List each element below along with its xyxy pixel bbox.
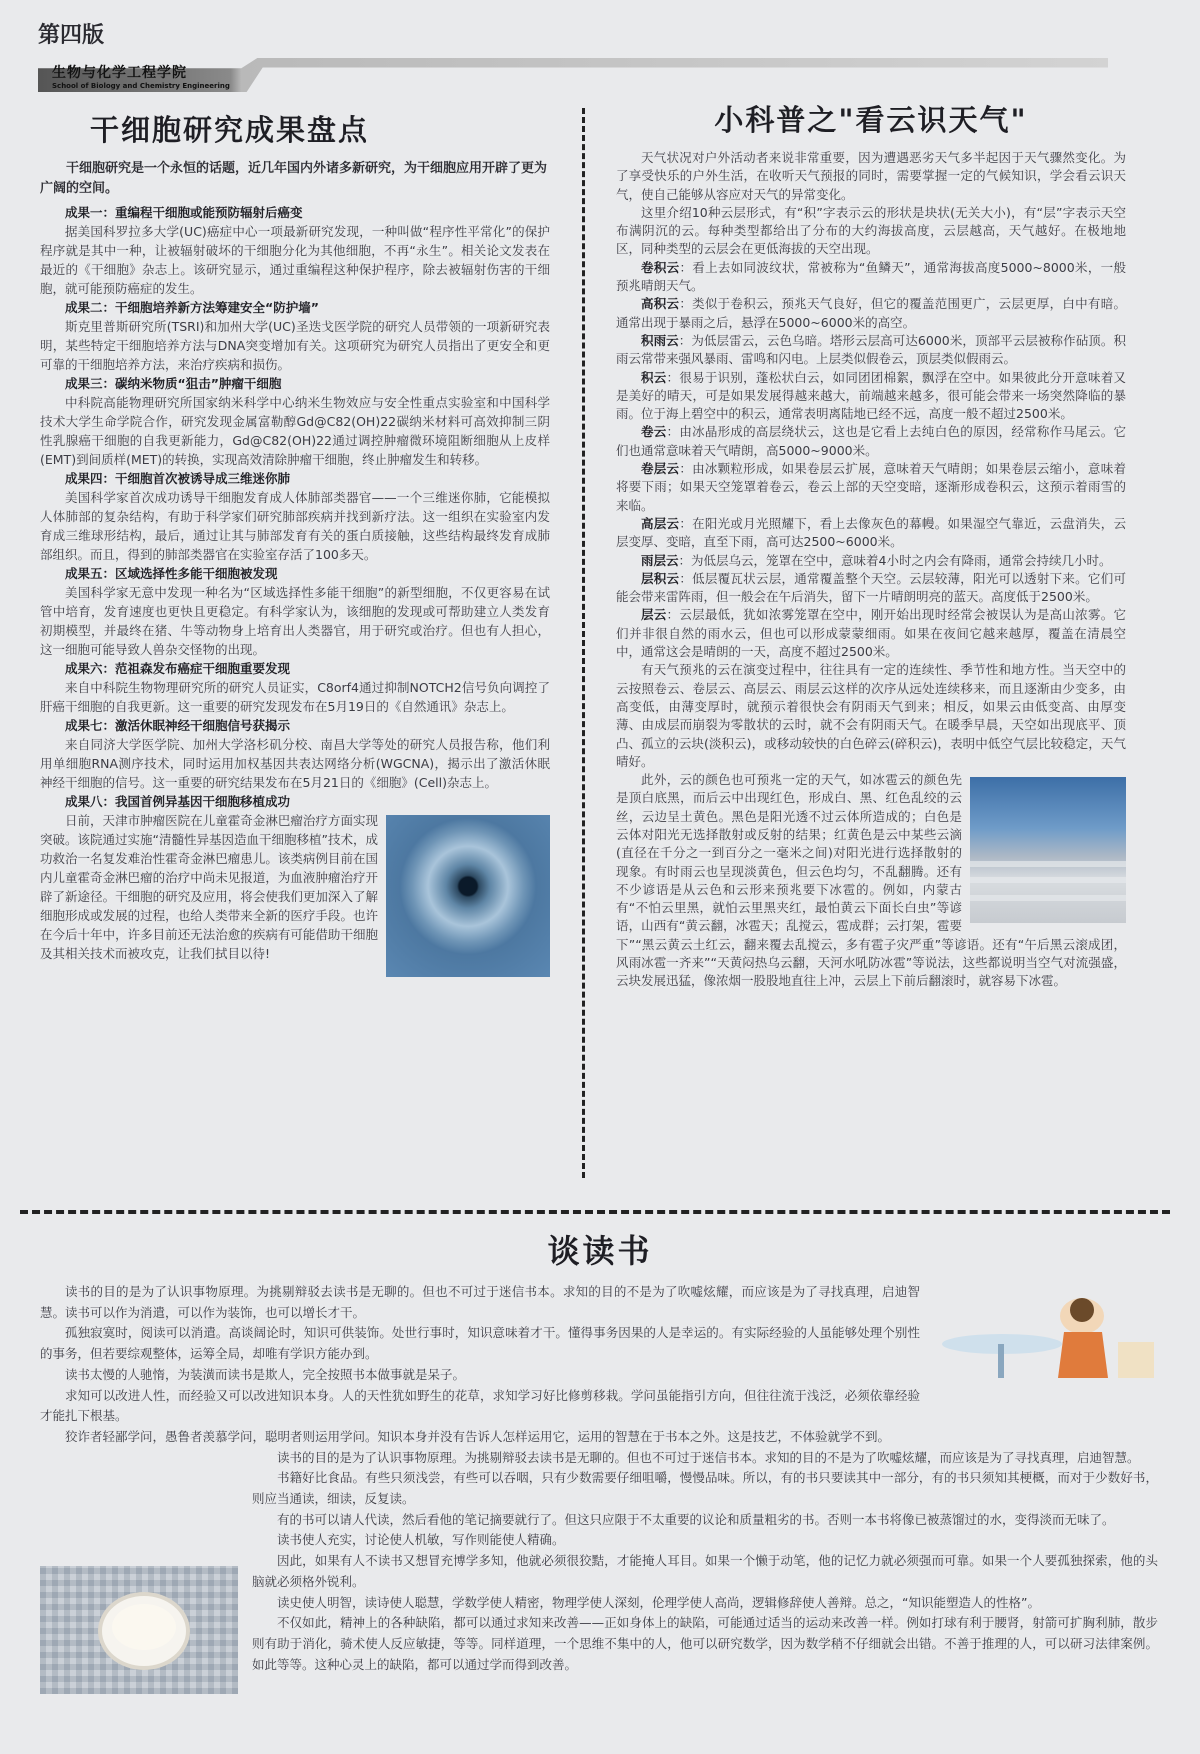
reading-paragraph: 读书的目的是为了认识事物原理。为挑剔辩驳去读书是无聊的。但也不可过于迷信书本。求知的目的不是为了吹嘘炫耀，而应该是为了寻找真理，启迪智慧。读书可以作为消遣，可以作为装饰，也可以增长才干。 — [40, 1284, 920, 1320]
department-name: 生物与化学工程学院 — [52, 65, 187, 81]
section-body: 中科院高能物理研究所国家纳米科学中心纳米生物效应与安全性重点实验室和中国科学技术大学生命学院合作，研究发现金属富勒醇Gd@C82(OH)22碳纳米材料可高效抑制三阴性乳腺癌干细胞的自我更新能力，Gd@C82(OH)22通过调控肿瘤微环境阻断细胞从上皮样(EMT)到间质样(MET)的转换，实现高效清除肿瘤干细胞，终止肿瘤发生和转移。 — [40, 395, 550, 467]
reading-paragraph: 读史使人明智，读诗使人聪慧，学数学使人精密，物理学使人深刻，伦理学使人高尚，逻辑修辞使人善辩。总之，“知识能塑造人的性格”。 — [277, 1594, 1040, 1610]
reading-paragraph: 因此，如果有人不读书又想冒充博学多知，他就必须很狡黠，才能掩人耳目。如果一个懒于动笔，他的记忆力就必须强而可靠。如果一个人要孤独探索，他的头脑就必须格外锐利。 — [252, 1553, 1158, 1589]
cloud-name: 高层云 — [641, 515, 680, 531]
weather-closing: 此外，云的颜色也可预兆一定的天气，如冰雹云的颜色先是顶白底黑，而后云中出现红色，形成白、黑、红色乱绞的云丝，云边呈土黄色。黑色是阳光透不过云体所造成的；白色是云体对阳光无选择散射或反射的结果；红黄色是云中某些云滴(直径在千分之一到百分之一毫米之间)对阳光进行选择散射的现象。有时雨云也呈现淡黄色，但云色均匀，不乱翻腾。还有不少谚语是从云色和云形来预兆要下冰雹的。例如，内蒙古有“不怕云里黑，就怕云里黑夹红，最怕黄云下面长白虫”等谚语，山西有“黄云翻，冰雹天；乱搅云，雹成群；云打架，雹要下”“黑云黄云土红云，翻来覆去乱搅云，多有雹子灾严重”等谚语。还有“午后黑云滚成团，风雨冰雹一齐来”“天黄闷热乌云翻，天河水吼防冰雹”等说法，这些都说明当空气对流强盛，云块发展迅猛，像浓烟一股股地直往上冲，云层上下前后翻滚时，就容易下冰雹。 — [616, 772, 1126, 989]
cloud-entry — [616, 259, 1126, 296]
reading-paragraph: 书籍好比食品。有些只须浅尝，有些可以吞咽，只有少数需要仔细咀嚼，慢慢品味。所以，有的书只要读其中一部分，有的书只须知其梗概，而对于少数好书，则应当通读，细读，反复读。 — [252, 1470, 1158, 1507]
cloud-entry — [616, 423, 1126, 460]
cloud-entry — [616, 570, 1126, 607]
cloud-name: 层云 — [641, 607, 667, 623]
section-divider — [20, 1210, 1170, 1214]
department-name-en: School of Biology and Chemistry Engineering — [52, 82, 230, 90]
cloud-name: 卷云 — [641, 424, 667, 440]
department-label — [52, 62, 230, 90]
section-heading: 成果四：干细胞首次被诱导成三维迷你肺 — [65, 471, 291, 486]
stemcell-lead: 干细胞研究是一个永恒的话题，近几年国内外诸多新研究，为干细胞应用开辟了更为广阔的空间。 — [40, 161, 548, 196]
reading-paragraph: 求知可以改进人性，而经验又可以改进知识本身。人的天性犹如野生的花草，求知学习好比修剪移栽。学问虽能指引方向，但往往流于浅泛，必须依靠经验才能扎下根基。 — [40, 1387, 920, 1424]
reading-paragraph: 不仅如此，精神上的各种缺陷，都可以通过求知来改善——正如身体上的缺陷，可能通过适当的运动来改善一样。例如打球有利于腰肾，射箭可扩胸利肺，散步则有助于消化，骑术使人反应敏捷，等等。同样道理，一个思维不集中的人，他可以研究数学，因为数学稍不仔细就会出错。不善于推理的人，可以研习法律案例。如此等等。这种心灵上的缺陷，都可以通过学而得到改善。 — [252, 1615, 1158, 1672]
section-body: 美国科学家首次成功诱导干细胞发育成人体肺部类器官——一个三维迷你肺，它能模拟人体肺部的复杂结构，有助于科学家们研究肺部疾病并找到新疗法。这一组织在实验室内发育成三维球形结构，最后，通过让其与肺部发育有关的蛋白质接触，这些结构最终发育成肺部组织。而且，得到的肺部类器官在实验室存活了100多天。 — [40, 490, 550, 562]
cloud-entry — [616, 515, 1126, 552]
cloud-entry — [616, 606, 1126, 661]
cloud-desc: ：云层最低，犹如浓雾笼罩在空中，刚开始出现时经常会被误认为是高山浓雾。它们并非很自然的雨水云，但也可以形成蒙蒙细雨。如果在夜间它越来越厚，覆盖在清晨空中，通常这会是晴朗的一天，高度不超过2500米。 — [616, 607, 1126, 660]
cloud-desc: ：看上去如同波纹状，常被称为“鱼鳞天”，通常海拔高度5000~8000米，一般预兆晴朗天气。 — [616, 259, 1126, 294]
weather-title: 小科普之"看云识天气" — [714, 103, 1028, 137]
section-heading: 成果八：我国首例异基因干细胞移植成功 — [65, 794, 291, 809]
cloud-desc: ：很易于识别，蓬松状白云，如同团团棉絮，飘浮在空中。如果彼此分开意味着又是美好的晴天，可是如果发展得越来越大，前端越来越多，很可能会带来一场突然降临的暴雨。位于海上碧空中的积云，通常表明离陆地已经不远，高度一般不超过2500米。 — [616, 369, 1126, 422]
cloud-desc: ：类似于卷积云，预兆天气良好，但它的覆盖范围更广，云层更厚，白中有暗。通常出现于暴雨之后，悬浮在5000~6000米的高空。 — [616, 296, 1126, 330]
section-heading: 成果五：区域选择性多能干细胞被发现 — [65, 566, 278, 581]
cloud-entry — [616, 460, 1126, 515]
cloud-name: 卷层云 — [641, 461, 680, 477]
cloud-desc: ：在阳光或月光照耀下，看上去像灰色的幕幔。如果湿空气靠近，云盘消失，云层变厚、变暗，直至下雨，高可达2500~6000米。 — [616, 515, 1126, 550]
weather-intro: 这里介绍10种云层形式，有“积”字表示云的形状是块状(无关大小)，有“层”字表示天空布满阴沉的云。每种类型都给出了分布的大约海拔高度，云层越高，天气越好。在极地地区，同种类型的云层会在更低海拔的天空出现。 — [616, 204, 1126, 257]
cloud-entry — [616, 295, 1126, 332]
cloud-desc: ：低层覆瓦状云层，通常覆盖整个天空。云层较薄，阳光可以透射下来。它们可能会带来雷阵雨，但一般会在午后消失，留下一片晴朗明亮的蓝天。高度低于2500米。 — [616, 570, 1126, 605]
cloud-entry — [616, 332, 1126, 369]
reading-paragraph: 有的书可以请人代读，然后看他的笔记摘要就行了。但这只应限于不太重要的议论和质量粗劣的书。否则一本书将像已被蒸馏过的水，变得淡而无味了。 — [277, 1511, 1115, 1527]
section-heading: 成果三：碳纳米物质“狙击”肿瘤干细胞 — [65, 376, 282, 391]
reading-paragraph: 读书的目的是为了认识事物原理。为挑剔辩驳去读书是无聊的。但也不可过于迷信书本。求知的目的不是为了吹嘘炫耀，而应该是为了寻找真理，启迪智慧。 — [277, 1449, 1140, 1465]
cloud-name: 积云 — [641, 369, 667, 385]
tea-cup-illustration — [40, 1566, 238, 1694]
cloud-entry — [616, 369, 1126, 424]
section-body: 来自同济大学医学院、加州大学洛杉矶分校、南昌大学等处的研究人员报告称，他们利用单细胞RNA测序技术，同时运用加权基因共表达网络分析(WGCNA)，揭示出了激活休眠神经干细胞的信号。这一重要的研究结果发布在5月21日的《细胞》(Cell)杂志上。 — [40, 737, 550, 790]
cloud-desc: ：由冰晶形成的高层绕状云，这也是它看上去纯白色的原因，经常称作马尾云。它们也通常意味着天气晴朗，高5000~9000米。 — [616, 424, 1126, 458]
stem-cell-image — [386, 815, 550, 977]
reading-essay — [40, 1282, 1158, 1698]
column-divider — [582, 108, 585, 1178]
cloud-name: 雨层云 — [641, 552, 679, 568]
section-body: 斯克里普斯研究所(TSRI)和加州大学(UC)圣迭戈医学院的研究人员带领的一项新研究表明，某些特定干细胞培养方法与DNA突变增加有关。这项研究为研究人员指出了更安全和更可靠的干细胞培养方法，来治疗疾病和损伤。 — [40, 319, 550, 372]
section-heading: 成果七：激活休眠神经干细胞信号获揭示 — [65, 718, 291, 733]
section-body: 日前，天津市肿瘤医院在儿童霍奇金淋巴瘤治疗方面实现突破。该院通过实施“清髓性异基因造血干细胞移植”技术，成功救治一名复发难治性霍奇金淋巴瘤患儿。该类病例目前在国内儿童霍奇金淋巴瘤的治疗中尚未见报道，为血液肿瘤治疗开辟了新途径。干细胞的研究及应用，将会使我们更加深入了解细胞形成或发展的过程，也给人类带来全新的医疗手段。也许在今后十年中，许多目前还无法治愈的疾病有可能借助干细胞及其相关技术而被攻克，让我们拭目以待! — [40, 813, 378, 961]
cloud-name: 高积云 — [641, 296, 680, 312]
cloud-entry — [616, 552, 1126, 570]
reading-paragraph: 孤独寂寞时，阅读可以消遣。高谈阔论时，知识可供装饰。处世行事时，知识意味着才干。懂得事务因果的人是幸运的。有实际经验的人虽能够处理个别性的事务，但若要综观整体，运筹全局，却唯有学识方能办到。 — [40, 1325, 920, 1362]
section-heading: 成果二：干细胞培养新方法筹建安全“防护墙” — [65, 300, 319, 315]
edition-label: 第四版 — [38, 23, 105, 48]
cloud-name: 卷积云 — [641, 259, 680, 275]
reading-paragraph: 读书使人充实，讨论使人机敏，写作则能使人精确。 — [277, 1532, 565, 1548]
reading-title: 谈读书 — [547, 1232, 653, 1270]
stemcell-title: 干细胞研究成果盘点 — [90, 113, 370, 147]
reading-paragraph: 读书太慢的人驰惰，为装潢而读书是欺人，完全按照书本做事就是呆子。 — [65, 1366, 466, 1382]
cloud-desc: ：为低层乌云，笼罩在空中，意味着4小时之内会有降雨，通常会持续几小时。 — [678, 552, 1112, 568]
reading-paragraph: 狡诈者轻鄙学问，愚鲁者羡慕学问，聪明者则运用学问。知识本身并没有告诉人怎样运用它，运用的智慧在于书本之外。这是技艺，不体验就学不到。 — [65, 1428, 891, 1444]
cloud-desc: ：为低层雷云，云色乌暗。塔形云层高可达6000米，顶部平云层被称作砧顶。积雨云常带来强风暴雨、雷鸣和闪电。上层类似假卷云，顶层类似假雨云。 — [616, 332, 1126, 367]
section-heading: 成果六：范祖森发布癌症干细胞重要发现 — [65, 661, 291, 676]
weather-article — [616, 98, 1126, 991]
cloud-sea-image — [970, 777, 1126, 923]
cloud-name: 层积云 — [641, 570, 680, 586]
weather-closing: 有天气预兆的云在演变过程中，往往具有一定的连续性、季节性和地方性。当天空中的云按照卷云、卷层云、高层云、雨层云这样的次序从远处连续移来，而且逐渐由少变多，由高变低，由薄变厚时，就预示着很快会有阴雨天气到来；相反，如果云由低变高、由厚变薄、由成层而崩裂为零散状的云时，就不会有阴雨天气。在暖季早晨，天空如出现底平、顶凸、孤立的云块(淡积云)，或移动较快的白色碎云(碎积云)，表明中低空气层比较稳定，天气晴好。 — [616, 662, 1126, 769]
table-illustration — [932, 1282, 1158, 1386]
section-body: 来自中科院生物物理研究所的研究人员证实，C8orf4通过抑制NOTCH2信号负向调控了肝癌干细胞的自我更新。这一重要的研究发现发布在5月19日的《自然通讯》杂志上。 — [40, 680, 550, 714]
section-body: 美国科学家无意中发现一种名为“区域选择性多能干细胞”的新型细胞，不仅更容易在试管中培育，发育速度也更快且更稳定。有科学家认为，该细胞的发现或可帮助建立人类发育初期模型，并最终在猪、牛等动物身上培育出人类器官，用于研究或治疗。但也有人担心，这一细胞可能导致人兽杂交怪物的出现。 — [40, 585, 550, 657]
cloud-desc: ：由冰颗粒形成，如果卷层云扩展，意味着天气晴朗；如果卷层云缩小，意味着将要下雨；如果天空笼罩着卷云，卷云上部的天空变暗，逐渐形成卷积云，这预示着雨雪的来临。 — [616, 461, 1126, 513]
weather-intro: 天气状况对户外活动者来说非常重要，因为遭遇恶劣天气多半起因于天气骤然变化。为了享受快乐的户外生活，在收听天气预报的同时，需要掌握一定的气候知识，学会看云识天气，使自己能够从容应对天气的异常变化。 — [616, 150, 1126, 202]
section-heading: 成果一：重编程干细胞或能预防辐射后癌变 — [65, 205, 303, 220]
stemcell-article — [40, 108, 550, 981]
cloud-name: 积雨云 — [641, 332, 679, 348]
section-body: 据美国科罗拉多大学(UC)癌症中心一项最新研究发现，一种叫做“程序性平常化”的保护程序就是其中一种，让被辐射破坏的干细胞分化为其他细胞，不再“永生”。相关论文发表在最近的《干细胞》杂志上。该研究显示，通过重编程这种保护程序，除去被辐射伤害的干细胞，就可能预防癌症的发生。 — [40, 224, 550, 296]
